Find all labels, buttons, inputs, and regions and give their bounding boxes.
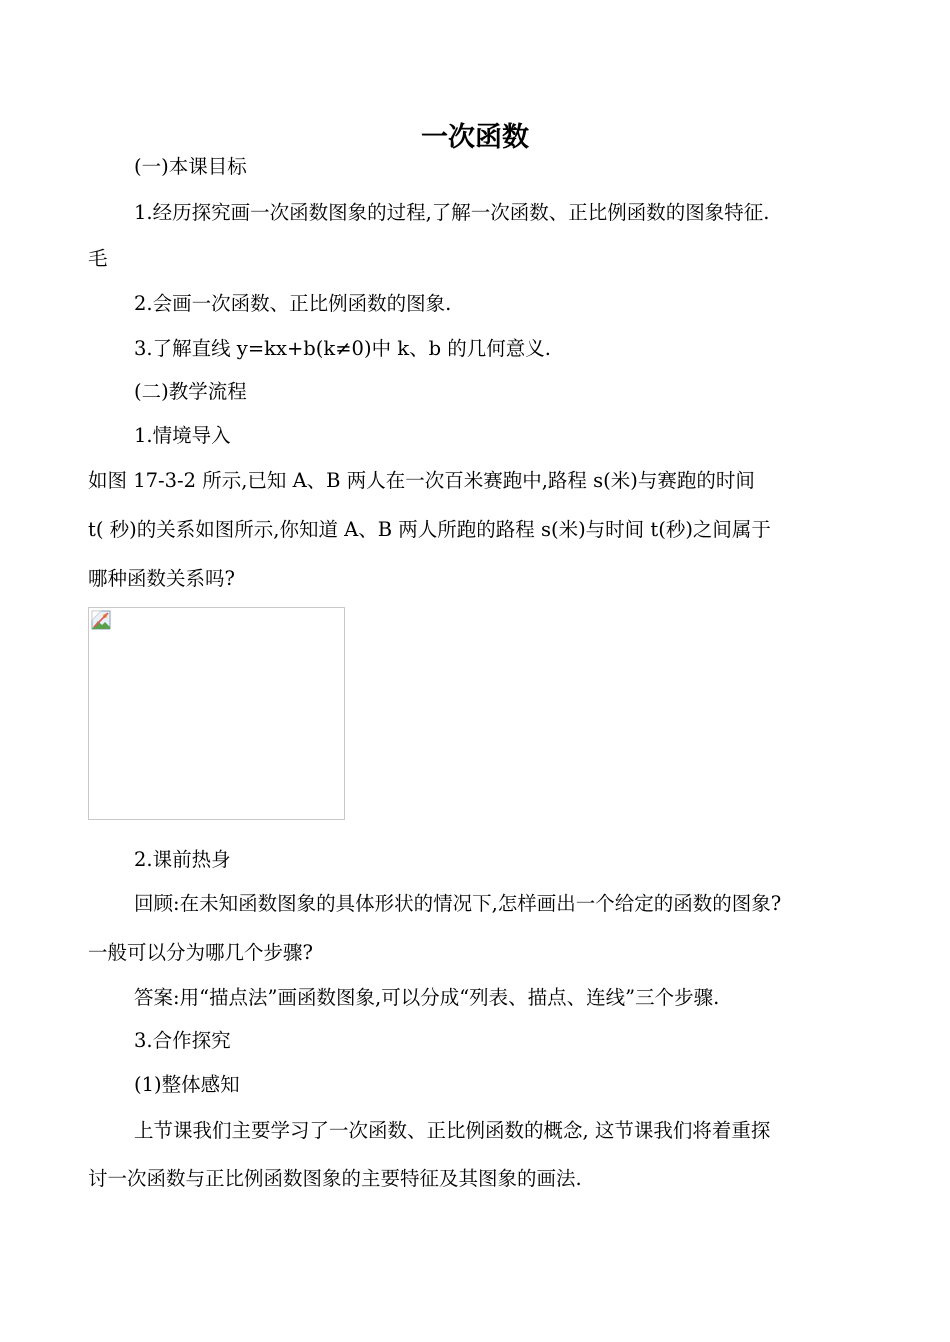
answer-line: 答案:用“描点法”画函数图象,可以分成“列表、描点、连线”三个步骤. bbox=[134, 986, 720, 1009]
section-heading-goals: (一)本课目标 bbox=[134, 155, 247, 178]
paragraph-line: t( 秒)的关系如图所示,你知道 A、B 两人所跑的路程 s(米)与时间 t(秒)之间属于 bbox=[88, 518, 771, 541]
paragraph-line: 讨一次函数与正比例函数图象的主要特征及其图象的画法. bbox=[88, 1167, 582, 1190]
page-title: 一次函数 bbox=[421, 122, 529, 153]
paragraph-line: 上节课我们主要学习了一次函数、正比例函数的概念, 这节课我们将着重探 bbox=[134, 1119, 771, 1142]
step-3-heading: 3.合作探究 bbox=[134, 1029, 231, 1052]
paragraph-line: 哪种函数关系吗? bbox=[88, 567, 235, 590]
step-2-heading: 2.课前热身 bbox=[134, 848, 231, 871]
section-heading-process: (二)教学流程 bbox=[134, 380, 247, 403]
broken-image-icon bbox=[91, 610, 111, 630]
paragraph-line: 回顾:在未知函数图象的具体形状的情况下,怎样画出一个给定的函数的图象? bbox=[134, 892, 782, 915]
goal-3: 3.了解直线 y=kx+b(k≠0)中 k、b 的几何意义. bbox=[134, 337, 551, 360]
goal-2: 2.会画一次函数、正比例函数的图象. bbox=[134, 292, 452, 315]
figure-placeholder bbox=[88, 607, 345, 820]
subsection-heading: (1)整体感知 bbox=[134, 1073, 240, 1096]
paragraph-line: 如图 17-3-2 所示,已知 A、B 两人在一次百米赛跑中,路程 s(米)与赛跑的时间 bbox=[88, 469, 755, 492]
step-1-heading: 1.情境导入 bbox=[134, 424, 231, 447]
paragraph-line: 一般可以分为哪几个步骤? bbox=[88, 941, 313, 964]
goal-1: 1.经历探究画一次函数图象的过程,了解一次函数、正比例函数的图象特征. bbox=[134, 201, 770, 224]
stray-char: 毛 bbox=[88, 247, 108, 270]
